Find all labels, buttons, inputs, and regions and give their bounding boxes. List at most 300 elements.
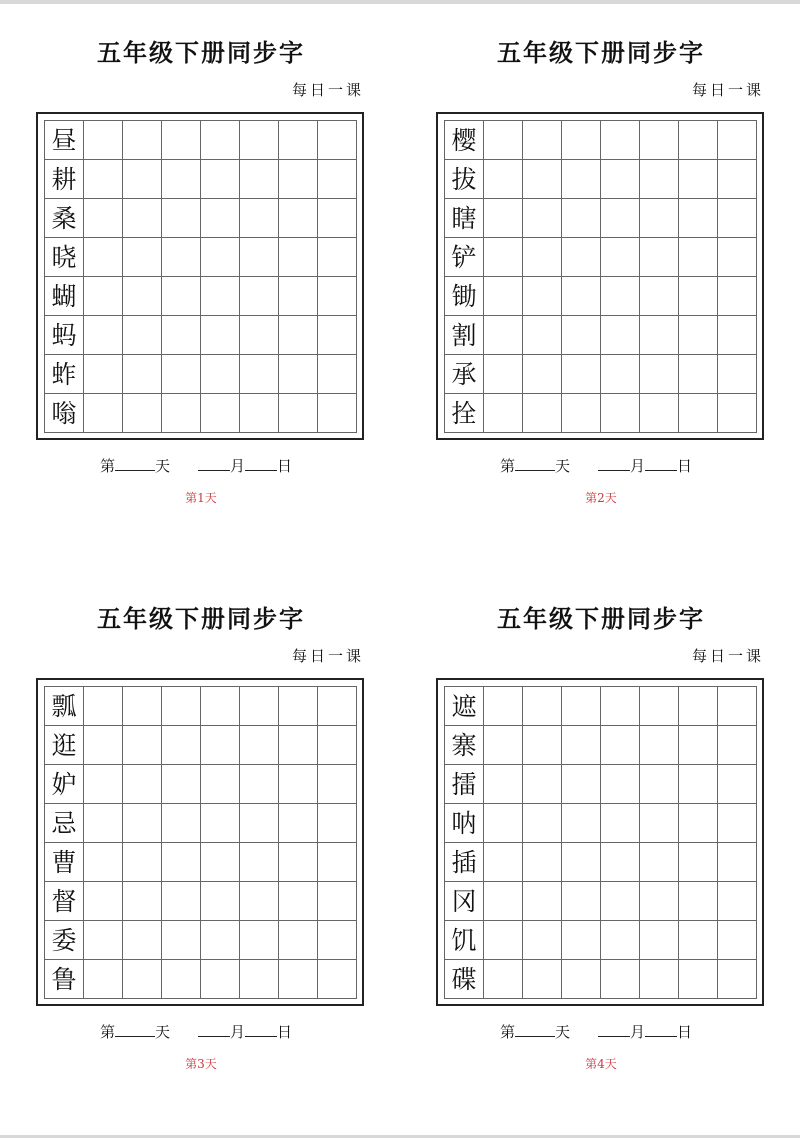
- practice-cell[interactable]: [523, 687, 562, 726]
- date-unit: 日: [277, 1023, 293, 1041]
- practice-cell[interactable]: [201, 687, 240, 726]
- practice-cell[interactable]: [523, 121, 562, 160]
- practice-grid-frame: [436, 678, 764, 1006]
- practice-grid-frame: [36, 112, 364, 440]
- practice-cell[interactable]: [640, 843, 679, 882]
- practice-cell[interactable]: [201, 160, 240, 199]
- sheet-subtitle: 每日一课: [291, 647, 364, 665]
- date-line: [500, 456, 692, 476]
- practice-cell[interactable]: [279, 765, 318, 804]
- practice-cell[interactable]: [601, 277, 640, 316]
- practice-cell[interactable]: [240, 355, 279, 394]
- practice-cell[interactable]: [279, 843, 318, 882]
- practice-cell[interactable]: [679, 121, 718, 160]
- practice-cell[interactable]: [123, 960, 162, 999]
- practice-cell[interactable]: [718, 882, 757, 921]
- model-character-cell: 耕: [45, 160, 84, 199]
- practice-cell[interactable]: [640, 160, 679, 199]
- practice-cell[interactable]: [679, 687, 718, 726]
- practice-cell[interactable]: [279, 199, 318, 238]
- practice-cell[interactable]: [240, 277, 279, 316]
- practice-cell[interactable]: [640, 687, 679, 726]
- practice-cell[interactable]: [162, 238, 201, 277]
- practice-cell[interactable]: [240, 687, 279, 726]
- practice-cell[interactable]: [718, 921, 757, 960]
- practice-cell[interactable]: [318, 843, 357, 882]
- practice-grid: [444, 120, 757, 433]
- model-character-cell: 瞎: [445, 199, 484, 238]
- practice-cell[interactable]: [123, 121, 162, 160]
- practice-grid-frame: [36, 678, 364, 1006]
- practice-cell[interactable]: [240, 960, 279, 999]
- practice-cell[interactable]: [523, 960, 562, 999]
- practice-cell[interactable]: [484, 121, 523, 160]
- practice-cell[interactable]: [484, 765, 523, 804]
- practice-cell[interactable]: [562, 394, 601, 433]
- sheet-title: 五年级下册同步字: [97, 38, 305, 67]
- practice-cell[interactable]: [240, 121, 279, 160]
- practice-cell[interactable]: [318, 277, 357, 316]
- practice-cell[interactable]: [718, 316, 757, 355]
- model-character-cell: 晓: [45, 238, 84, 277]
- date-line: [100, 1022, 292, 1042]
- practice-cell[interactable]: [679, 394, 718, 433]
- day-number-blank[interactable]: [115, 1022, 155, 1037]
- practice-cell[interactable]: [601, 394, 640, 433]
- practice-cell[interactable]: [718, 121, 757, 160]
- worksheet-day-1: [36, 38, 366, 508]
- practice-cell[interactable]: [318, 687, 357, 726]
- model-character-cell: 忌: [45, 804, 84, 843]
- practice-cell[interactable]: [562, 160, 601, 199]
- practice-cell[interactable]: [279, 960, 318, 999]
- practice-cell[interactable]: [640, 355, 679, 394]
- practice-cell[interactable]: [640, 960, 679, 999]
- model-character-cell: 铲: [445, 238, 484, 277]
- practice-cell[interactable]: [162, 277, 201, 316]
- model-character-cell: 呐: [445, 804, 484, 843]
- date-unit: 日: [677, 1023, 693, 1041]
- model-character-cell: 遮: [445, 687, 484, 726]
- practice-cell[interactable]: [123, 316, 162, 355]
- model-character-cell: 割: [445, 316, 484, 355]
- practice-cell[interactable]: [162, 687, 201, 726]
- practice-cell[interactable]: [640, 238, 679, 277]
- day-label: 第2天: [585, 491, 617, 505]
- day-label: 第3天: [185, 1057, 217, 1071]
- practice-cell[interactable]: [679, 355, 718, 394]
- practice-cell[interactable]: [679, 882, 718, 921]
- model-character-cell: 碟: [445, 960, 484, 999]
- practice-cell[interactable]: [240, 726, 279, 765]
- practice-cell[interactable]: [84, 121, 123, 160]
- day-number-blank[interactable]: [515, 456, 555, 471]
- practice-cell[interactable]: [318, 355, 357, 394]
- practice-cell[interactable]: [523, 316, 562, 355]
- practice-cell[interactable]: [562, 804, 601, 843]
- model-character-cell: 瓢: [45, 687, 84, 726]
- practice-cell[interactable]: [484, 277, 523, 316]
- practice-cell[interactable]: [123, 843, 162, 882]
- practice-cell[interactable]: [484, 687, 523, 726]
- model-character-cell: 曹: [45, 843, 84, 882]
- practice-cell[interactable]: [718, 238, 757, 277]
- practice-cell[interactable]: [679, 843, 718, 882]
- practice-cell[interactable]: [201, 726, 240, 765]
- practice-cell[interactable]: [601, 726, 640, 765]
- practice-cell[interactable]: [279, 726, 318, 765]
- practice-cell[interactable]: [201, 765, 240, 804]
- model-character-cell: 樱: [445, 121, 484, 160]
- practice-cell[interactable]: [718, 355, 757, 394]
- day-unit: 天: [155, 1023, 171, 1041]
- practice-cell[interactable]: [484, 199, 523, 238]
- practice-cell[interactable]: [562, 726, 601, 765]
- practice-cell[interactable]: [318, 160, 357, 199]
- month-blank[interactable]: [198, 456, 230, 471]
- practice-cell[interactable]: [640, 804, 679, 843]
- practice-cell[interactable]: [523, 804, 562, 843]
- model-character-cell: 鲁: [45, 960, 84, 999]
- practice-cell[interactable]: [279, 160, 318, 199]
- practice-cell[interactable]: [718, 160, 757, 199]
- practice-cell[interactable]: [162, 921, 201, 960]
- month-unit: 月: [230, 457, 246, 475]
- practice-cell[interactable]: [123, 160, 162, 199]
- practice-cell[interactable]: [601, 765, 640, 804]
- practice-cell[interactable]: [601, 687, 640, 726]
- practice-cell[interactable]: [562, 960, 601, 999]
- practice-cell[interactable]: [84, 921, 123, 960]
- model-character-cell: 饥: [445, 921, 484, 960]
- model-character-cell: 锄: [445, 277, 484, 316]
- practice-cell[interactable]: [240, 238, 279, 277]
- practice-cell[interactable]: [201, 960, 240, 999]
- practice-cell[interactable]: [123, 355, 162, 394]
- practice-cell[interactable]: [601, 121, 640, 160]
- practice-cell[interactable]: [318, 238, 357, 277]
- practice-cell[interactable]: [562, 765, 601, 804]
- practice-grid-frame: [436, 112, 764, 440]
- date-blank[interactable]: [245, 456, 277, 471]
- practice-cell[interactable]: [523, 277, 562, 316]
- practice-cell[interactable]: [84, 765, 123, 804]
- practice-cell[interactable]: [162, 160, 201, 199]
- date-prefix: 第: [500, 1023, 516, 1041]
- practice-cell[interactable]: [201, 921, 240, 960]
- model-character-cell: 寨: [445, 726, 484, 765]
- model-character-cell: 昼: [45, 121, 84, 160]
- practice-cell[interactable]: [640, 882, 679, 921]
- practice-cell[interactable]: [484, 843, 523, 882]
- practice-cell[interactable]: [484, 960, 523, 999]
- practice-cell[interactable]: [718, 726, 757, 765]
- practice-cell[interactable]: [279, 238, 318, 277]
- model-character-cell: 蝴: [45, 277, 84, 316]
- practice-cell[interactable]: [718, 394, 757, 433]
- practice-cell[interactable]: [523, 882, 562, 921]
- practice-cell[interactable]: [84, 394, 123, 433]
- practice-cell[interactable]: [201, 316, 240, 355]
- practice-cell[interactable]: [240, 394, 279, 433]
- sheet-title: 五年级下册同步字: [497, 604, 705, 633]
- practice-cell[interactable]: [640, 199, 679, 238]
- practice-cell[interactable]: [84, 199, 123, 238]
- practice-cell[interactable]: [279, 882, 318, 921]
- practice-cell[interactable]: [318, 804, 357, 843]
- practice-cell[interactable]: [240, 316, 279, 355]
- practice-cell[interactable]: [601, 316, 640, 355]
- practice-cell[interactable]: [162, 843, 201, 882]
- practice-grid: [444, 686, 757, 999]
- practice-cell[interactable]: [679, 921, 718, 960]
- day-label: 第1天: [185, 491, 217, 505]
- practice-cell[interactable]: [84, 355, 123, 394]
- practice-cell[interactable]: [162, 394, 201, 433]
- practice-cell[interactable]: [279, 355, 318, 394]
- practice-cell[interactable]: [240, 882, 279, 921]
- practice-cell[interactable]: [279, 394, 318, 433]
- practice-cell[interactable]: [562, 238, 601, 277]
- practice-cell[interactable]: [162, 355, 201, 394]
- model-character-cell: 冈: [445, 882, 484, 921]
- sheet-title: 五年级下册同步字: [497, 38, 705, 67]
- practice-cell[interactable]: [601, 843, 640, 882]
- month-blank[interactable]: [198, 1022, 230, 1037]
- practice-cell[interactable]: [84, 160, 123, 199]
- practice-cell[interactable]: [318, 765, 357, 804]
- practice-cell[interactable]: [123, 726, 162, 765]
- date-line: [100, 456, 292, 476]
- day-number-blank[interactable]: [115, 456, 155, 471]
- practice-cell[interactable]: [162, 765, 201, 804]
- practice-cell[interactable]: [484, 921, 523, 960]
- practice-cell[interactable]: [162, 882, 201, 921]
- practice-cell[interactable]: [718, 277, 757, 316]
- month-unit: 月: [630, 457, 646, 475]
- practice-cell[interactable]: [562, 882, 601, 921]
- practice-cell[interactable]: [162, 121, 201, 160]
- practice-cell[interactable]: [123, 687, 162, 726]
- practice-cell[interactable]: [279, 804, 318, 843]
- practice-cell[interactable]: [240, 843, 279, 882]
- practice-cell[interactable]: [718, 765, 757, 804]
- practice-cell[interactable]: [640, 277, 679, 316]
- practice-cell[interactable]: [601, 355, 640, 394]
- worksheet-day-3: [36, 604, 366, 1074]
- practice-cell[interactable]: [718, 199, 757, 238]
- practice-cell[interactable]: [562, 687, 601, 726]
- practice-cell[interactable]: [318, 726, 357, 765]
- practice-cell[interactable]: [201, 804, 240, 843]
- date-blank[interactable]: [245, 1022, 277, 1037]
- practice-cell[interactable]: [601, 160, 640, 199]
- practice-cell[interactable]: [640, 316, 679, 355]
- practice-cell[interactable]: [484, 882, 523, 921]
- practice-cell[interactable]: [318, 121, 357, 160]
- practice-cell[interactable]: [318, 921, 357, 960]
- practice-cell[interactable]: [84, 843, 123, 882]
- practice-cell[interactable]: [201, 121, 240, 160]
- date-prefix: 第: [500, 457, 516, 475]
- practice-cell[interactable]: [562, 277, 601, 316]
- practice-cell[interactable]: [201, 843, 240, 882]
- practice-cell[interactable]: [484, 316, 523, 355]
- practice-cell[interactable]: [562, 843, 601, 882]
- practice-cell[interactable]: [318, 199, 357, 238]
- day-label: 第4天: [585, 1057, 617, 1071]
- practice-cell[interactable]: [679, 804, 718, 843]
- model-character-cell: 桑: [45, 199, 84, 238]
- practice-cell[interactable]: [601, 199, 640, 238]
- date-blank[interactable]: [645, 1022, 677, 1037]
- practice-cell[interactable]: [201, 394, 240, 433]
- practice-cell[interactable]: [162, 199, 201, 238]
- month-unit: 月: [630, 1023, 646, 1041]
- practice-cell[interactable]: [240, 199, 279, 238]
- day-number-blank[interactable]: [515, 1022, 555, 1037]
- practice-cell[interactable]: [523, 765, 562, 804]
- practice-cell[interactable]: [123, 199, 162, 238]
- day-unit: 天: [555, 1023, 571, 1041]
- practice-cell[interactable]: [718, 687, 757, 726]
- practice-cell[interactable]: [679, 726, 718, 765]
- model-character-cell: 插: [445, 843, 484, 882]
- practice-grid: [44, 120, 357, 433]
- practice-cell[interactable]: [679, 199, 718, 238]
- practice-cell[interactable]: [84, 882, 123, 921]
- practice-cell[interactable]: [201, 277, 240, 316]
- month-blank[interactable]: [598, 456, 630, 471]
- practice-cell[interactable]: [318, 394, 357, 433]
- practice-cell[interactable]: [123, 765, 162, 804]
- practice-cell[interactable]: [679, 765, 718, 804]
- practice-cell[interactable]: [679, 238, 718, 277]
- practice-cell[interactable]: [484, 394, 523, 433]
- practice-cell[interactable]: [562, 316, 601, 355]
- practice-cell[interactable]: [562, 121, 601, 160]
- practice-cell[interactable]: [240, 921, 279, 960]
- practice-cell[interactable]: [679, 316, 718, 355]
- practice-cell[interactable]: [640, 765, 679, 804]
- practice-cell[interactable]: [279, 121, 318, 160]
- practice-cell[interactable]: [84, 960, 123, 999]
- practice-cell[interactable]: [279, 316, 318, 355]
- model-character-cell: 擂: [445, 765, 484, 804]
- model-character-cell: 蚂: [45, 316, 84, 355]
- practice-cell[interactable]: [640, 921, 679, 960]
- practice-cell[interactable]: [484, 804, 523, 843]
- practice-cell[interactable]: [162, 316, 201, 355]
- practice-cell[interactable]: [601, 960, 640, 999]
- practice-cell[interactable]: [640, 121, 679, 160]
- practice-cell[interactable]: [201, 355, 240, 394]
- sheet-subtitle: 每日一课: [691, 81, 764, 99]
- practice-cell[interactable]: [84, 687, 123, 726]
- practice-cell[interactable]: [718, 843, 757, 882]
- practice-cell[interactable]: [601, 882, 640, 921]
- practice-cell[interactable]: [123, 882, 162, 921]
- practice-cell[interactable]: [240, 765, 279, 804]
- date-prefix: 第: [100, 1023, 116, 1041]
- practice-cell[interactable]: [201, 238, 240, 277]
- practice-cell[interactable]: [162, 960, 201, 999]
- page-top-edge: [0, 0, 800, 4]
- practice-cell[interactable]: [718, 804, 757, 843]
- model-character-cell: 督: [45, 882, 84, 921]
- practice-cell[interactable]: [279, 687, 318, 726]
- practice-grid: [44, 686, 357, 999]
- practice-cell[interactable]: [84, 238, 123, 277]
- practice-cell[interactable]: [84, 804, 123, 843]
- practice-cell[interactable]: [601, 921, 640, 960]
- practice-cell[interactable]: [84, 726, 123, 765]
- practice-cell[interactable]: [523, 394, 562, 433]
- month-blank[interactable]: [598, 1022, 630, 1037]
- practice-cell[interactable]: [523, 355, 562, 394]
- practice-cell[interactable]: [240, 804, 279, 843]
- practice-cell[interactable]: [562, 355, 601, 394]
- practice-cell[interactable]: [123, 804, 162, 843]
- worksheet-day-2: [436, 38, 766, 508]
- practice-cell[interactable]: [123, 394, 162, 433]
- practice-cell[interactable]: [162, 726, 201, 765]
- month-unit: 月: [230, 1023, 246, 1041]
- practice-cell[interactable]: [640, 726, 679, 765]
- practice-cell[interactable]: [484, 160, 523, 199]
- practice-cell[interactable]: [562, 921, 601, 960]
- practice-cell[interactable]: [679, 960, 718, 999]
- practice-cell[interactable]: [484, 238, 523, 277]
- day-unit: 天: [555, 457, 571, 475]
- practice-cell[interactable]: [318, 882, 357, 921]
- day-unit: 天: [155, 457, 171, 475]
- practice-cell[interactable]: [523, 726, 562, 765]
- practice-cell[interactable]: [679, 277, 718, 316]
- practice-cell[interactable]: [123, 277, 162, 316]
- practice-cell[interactable]: [601, 804, 640, 843]
- practice-cell[interactable]: [562, 199, 601, 238]
- practice-cell[interactable]: [123, 238, 162, 277]
- practice-cell[interactable]: [318, 316, 357, 355]
- practice-cell[interactable]: [123, 921, 162, 960]
- practice-cell[interactable]: [523, 160, 562, 199]
- practice-cell[interactable]: [318, 960, 357, 999]
- practice-cell[interactable]: [162, 804, 201, 843]
- practice-cell[interactable]: [484, 726, 523, 765]
- model-character-cell: 委: [45, 921, 84, 960]
- date-blank[interactable]: [645, 456, 677, 471]
- practice-cell[interactable]: [523, 199, 562, 238]
- practice-cell[interactable]: [523, 238, 562, 277]
- practice-cell[interactable]: [484, 355, 523, 394]
- practice-cell[interactable]: [240, 160, 279, 199]
- practice-cell[interactable]: [201, 882, 240, 921]
- practice-cell[interactable]: [523, 843, 562, 882]
- practice-cell[interactable]: [601, 238, 640, 277]
- practice-cell[interactable]: [718, 960, 757, 999]
- practice-cell[interactable]: [679, 160, 718, 199]
- practice-cell[interactable]: [201, 199, 240, 238]
- practice-cell[interactable]: [84, 316, 123, 355]
- practice-cell[interactable]: [279, 277, 318, 316]
- practice-cell[interactable]: [523, 921, 562, 960]
- date-prefix: 第: [100, 457, 116, 475]
- practice-cell[interactable]: [84, 277, 123, 316]
- date-line: [500, 1022, 692, 1042]
- practice-cell[interactable]: [640, 394, 679, 433]
- practice-cell[interactable]: [279, 921, 318, 960]
